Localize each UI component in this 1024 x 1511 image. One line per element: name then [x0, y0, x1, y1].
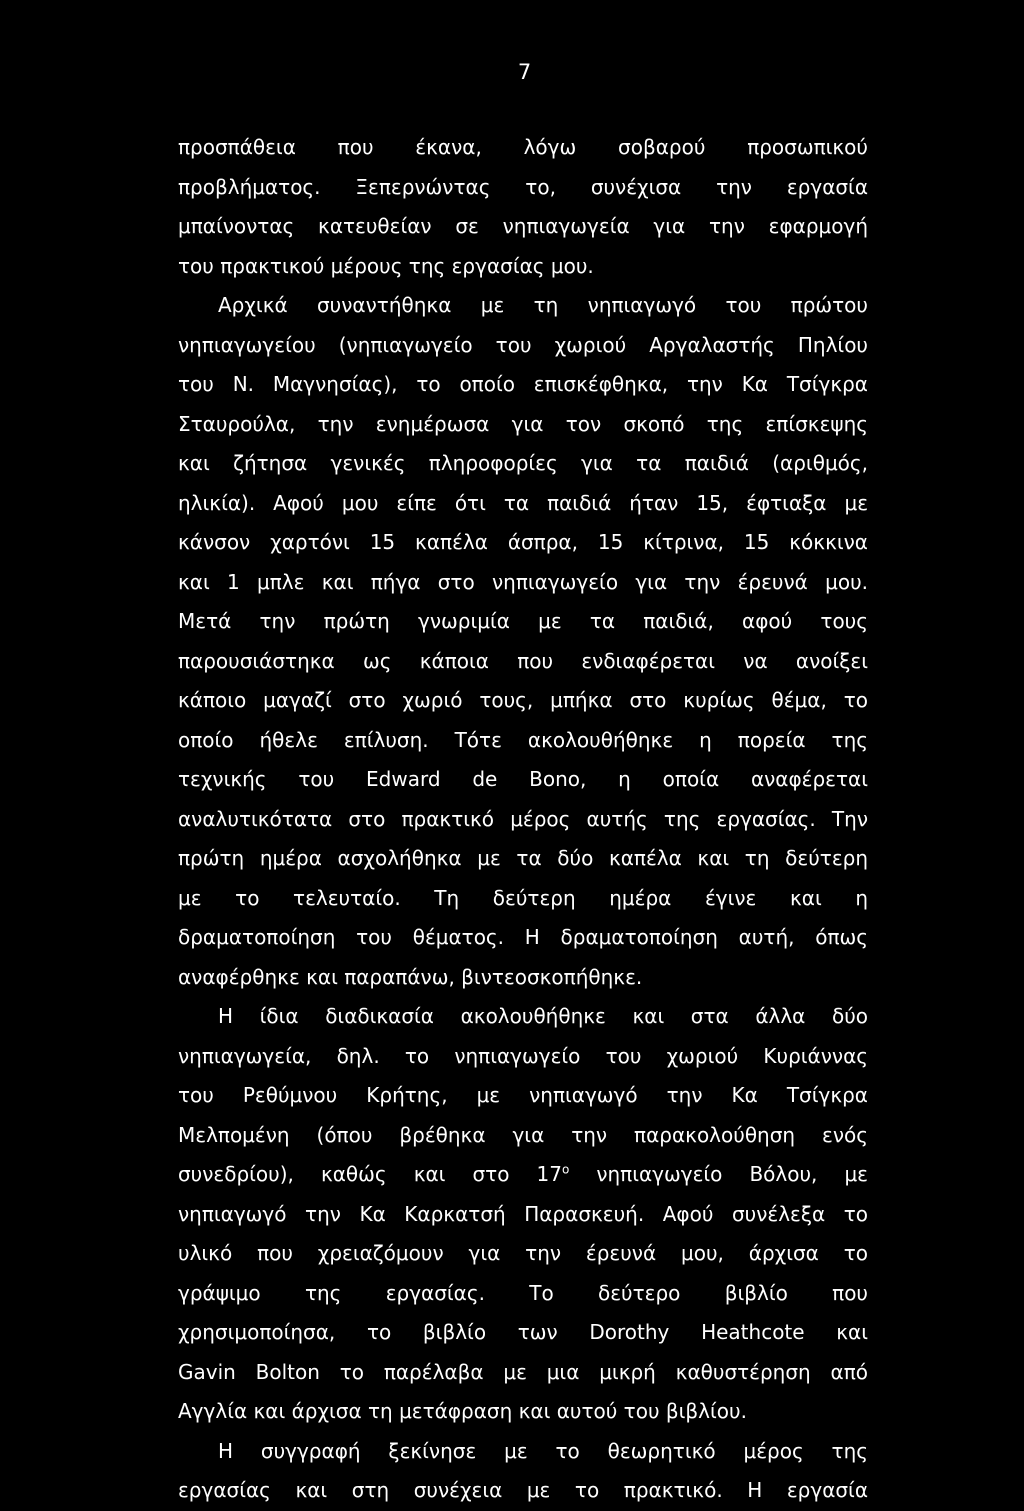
document-body: [178, 128, 868, 1511]
text-line: Gavin Bolton το παρέλαβα με μια μικρή καθυστέρηση από: [178, 1359, 868, 1384]
line-part: νηπιαγωγείο Βόλου, με: [569, 1162, 868, 1186]
text-line: αναφέρθηκε και παραπάνω, βιντεοσκοπήθηκε.: [178, 964, 643, 989]
text-line: και ζήτησα γενικές πληροφορίες για τα παιδιά (αριθμός,: [178, 451, 868, 475]
text-line: νηπιαγωγείου (νηπιαγωγείο του χωριού Αργαλαστής Πηλίου: [178, 332, 868, 357]
text-line: οποίο ήθελε επίλυση. Τότε ακολουθήθηκε η πορεία της: [178, 727, 868, 752]
text-line: εργασίας και στη συνέχεια με το πρακτικό. Η εργασία: [178, 1478, 868, 1502]
text-line: γράψιμο της εργασίας. Το δεύτερο βιβλίο που: [178, 1280, 868, 1305]
text-line: νηπιαγωγό την Κα Καρκατσή Παρασκευή. Αφού συνέλεξα το: [178, 1201, 868, 1226]
text-line: πρώτη ημέρα ασχολήθηκα με τα δύο καπέλα και τη δεύτερη: [178, 846, 868, 870]
text-line: υλικό που χρειαζόμουν για την έρευνά μου, άρχισα το: [178, 1241, 868, 1265]
text-line: κάποιο μαγαζί στο χωριό τους, μπήκα στο κυρίως θέμα, το: [178, 688, 868, 712]
line-part: συνεδρίου), καθώς και στο 17: [178, 1162, 562, 1186]
text-line: δραματοποίηση του θέματος. Η δραματοποίηση αυτή, όπως: [178, 925, 868, 949]
text-line: Σταυρούλα, την ενημέρωσα για τον σκοπό της επίσκεψης: [178, 411, 868, 436]
text-line: τεχνικής του Edward de Bono, η οποία αναφέρεται: [178, 767, 868, 791]
text-line: Η ίδια διαδικασία ακολουθήθηκε και στα άλλα δύο: [218, 1004, 868, 1028]
text-line: με το τελευταίο. Τη δεύτερη ημέρα έγινε και η: [178, 885, 868, 910]
text-line: του πρακτικού μέρους της εργασίας μου.: [178, 253, 594, 278]
text-line: του Ρεθύμνου Κρήτης, με νηπιαγωγό την Κα Τσίγκρα: [178, 1083, 868, 1107]
text-line-with-superscript: [178, 1155, 868, 1195]
text-line: Μελπομένη (όπου βρέθηκα για την παρακολούθηση ενός: [178, 1122, 868, 1147]
text-line: του Ν. Μαγνησίας), το οποίο επισκέφθηκα, την Κα Τσίγκρα: [178, 372, 868, 396]
text-line: Αρχικά συναντήθηκα με τη νηπιαγωγό του πρώτου: [218, 293, 868, 317]
text-line: ηλικία). Αφού μου είπε ότι τα παιδιά ήταν 15, έφτιαξα με: [178, 490, 868, 515]
superscript-ordinal: ο: [561, 1162, 570, 1177]
text-line: και 1 μπλε και πήγα στο νηπιαγωγείο για την έρευνά μου.: [178, 569, 868, 594]
text-line: προσπάθεια που έκανα, λόγω σοβαρού προσωπικού: [178, 135, 868, 159]
page-number: 7: [517, 60, 532, 84]
text-line: Μετά την πρώτη γνωριμία με τα παιδιά, αφού τους: [178, 609, 868, 633]
text-line: μπαίνοντας κατευθείαν σε νηπιαγωγεία για την εφαρμογή: [178, 214, 868, 238]
text-line: κάνσον χαρτόνι 15 καπέλα άσπρα, 15 κίτρινα, 15 κόκκινα: [178, 530, 868, 554]
text-line: νηπιαγωγεία, δηλ. το νηπιαγωγείο του χωριού Κυριάννας: [178, 1043, 868, 1068]
text-line: Η συγγραφή ξεκίνησε με το θεωρητικό μέρος της: [218, 1438, 868, 1463]
text-line: προβλήματος. Ξεπερνώντας το, συνέχισα την εργασία: [178, 174, 868, 199]
text-line: αναλυτικότατα στο πρακτικό μέρος αυτής της εργασίας. Την: [178, 806, 868, 831]
text-line: χρησιμοποίησα, το βιβλίο των Dorothy Heathcote και: [178, 1320, 868, 1344]
text-line: Αγγλία και άρχισα τη μετάφραση και αυτού του βιβλίου.: [178, 1399, 747, 1423]
text-line: παρουσιάστηκα ως κάποια που ενδιαφέρεται να ανοίξει: [178, 648, 868, 673]
